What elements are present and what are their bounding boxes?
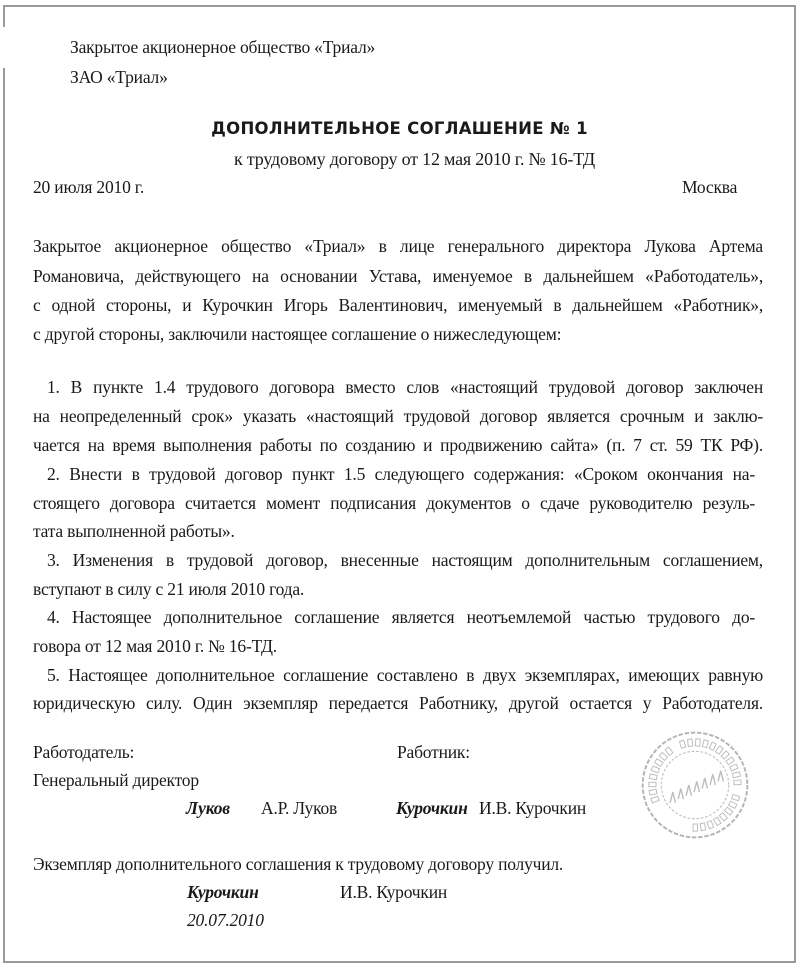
receipt-date: 20.07.2010 xyxy=(187,910,264,930)
clause-line: вступают в силу с 21 июля 2010 года. xyxy=(33,579,305,599)
stamp-ring-glyph xyxy=(700,823,706,831)
clause-line: чается на время выполнения работы по созданию и продвижению сайта» (п. 7 ст. 59 ТК РФ). xyxy=(33,435,763,455)
document-title: ДОПОЛНИТЕЛЬНОЕ СОГЛАШЕНИЕ № 1 xyxy=(211,119,588,138)
receipt-name: И.В. Курочкин xyxy=(340,882,448,902)
stamp-center-text xyxy=(670,771,723,803)
stamp-center-glyph xyxy=(718,771,723,782)
clause-line: 4. Настоящее дополнительное соглашение является неотъемлемой частью трудового до- xyxy=(47,607,755,627)
clause-line: на неопределенный срок» указать «настоящий трудовой договор является срочным и заклю- xyxy=(33,406,763,426)
stamp-ring-glyph xyxy=(695,739,700,746)
stamp-ring-glyph xyxy=(730,764,738,771)
stamp-ring-glyph xyxy=(665,747,673,755)
preamble-line: Романовича, действующего на основании Устава, именуемое в дальнейшем «Работодатель», xyxy=(33,266,763,286)
stamp-ring-glyph xyxy=(719,813,727,821)
document-city: Москва xyxy=(682,177,738,197)
clause-line: тата выполненной работы». xyxy=(33,521,235,541)
stamp-center-glyph xyxy=(670,792,675,803)
org-full-name: Закрытое акционерное общество «Триал» xyxy=(70,37,376,57)
stamp-ring-glyph xyxy=(734,780,741,785)
stamp-ring-glyph xyxy=(651,766,659,773)
stamp-ring-text xyxy=(649,739,741,831)
employee-signature: Курочкин xyxy=(396,798,468,818)
stamp-ring-glyph xyxy=(724,807,732,815)
stamp-ring-glyph xyxy=(732,794,740,800)
stamp-ring-glyph xyxy=(729,801,737,808)
stamp-ring-glyph xyxy=(655,759,663,767)
clause-line: 3. Изменения в трудовой договор, внесенные настоящим дополнительным соглашением, xyxy=(47,550,763,570)
clause-line: 1. В пункте 1.4 трудового договора вместо слов «настоящий трудовой договор заключен xyxy=(47,377,763,397)
preamble-line: Закрытое акционерное общество «Триал» в лице генерального директора Лукова Артема xyxy=(33,236,763,256)
employer-name: А.Р. Луков xyxy=(261,798,338,818)
stamp-ring-glyph xyxy=(732,772,740,778)
employee-name: И.В. Курочкин xyxy=(479,798,587,818)
stamp-ring-glyph xyxy=(702,740,708,748)
employer-signature: Луков xyxy=(186,798,230,818)
clause-line: 2. Внести в трудовой договор пункт 1.5 следующего содержания: «Сроком окончания на- xyxy=(47,464,755,484)
stamp-center-glyph xyxy=(678,789,683,800)
stamp-center-glyph xyxy=(686,785,691,796)
stamp-ring-glyph xyxy=(679,740,685,748)
stamp-center-glyph xyxy=(710,774,715,785)
receipt-text: Экземпляр дополнительного соглашения к трудовому договору получил. xyxy=(33,854,564,874)
stamp-ring-glyph xyxy=(649,789,657,795)
stamp-ring-glyph xyxy=(726,757,734,765)
document-date: 20 июля 2010 г. xyxy=(33,177,144,197)
preamble-line: с другой стороны, заключили настоящее соглашение о нижеследующем: xyxy=(33,324,562,344)
clause-line: говора от 12 мая 2010 г. № 16-ТД. xyxy=(33,636,277,656)
employee-label: Работник: xyxy=(397,742,470,762)
stamp-center-glyph xyxy=(702,778,707,789)
stamp-ring-glyph xyxy=(651,796,659,803)
page-border-left xyxy=(3,5,5,27)
stamp-ring-glyph xyxy=(659,752,667,760)
stamp-ring-glyph xyxy=(693,824,697,831)
stamp-ring-glyph xyxy=(707,821,714,829)
stamp-ring-glyph xyxy=(721,751,729,759)
clause-line: стоящего договора считается момент подписания документов о сдаче руководителю резуль- xyxy=(33,493,755,513)
employer-position: Генеральный директор xyxy=(33,770,199,790)
stamp-ring-glyph xyxy=(688,739,693,747)
preamble-line: с одной стороны, и Курочкин Игорь Валентинович, именуемый в дальнейшем «Работник», xyxy=(33,295,763,315)
stamp-ring-glyph xyxy=(649,782,656,787)
company-stamp xyxy=(640,730,750,840)
org-short-name: ЗАО «Триал» xyxy=(70,67,168,87)
clause-line: 5. Настоящее дополнительное соглашение составлено в двух экземплярах, имеющих равную xyxy=(47,665,763,685)
page-border-left-lower xyxy=(3,68,5,963)
stamp-ring-glyph xyxy=(709,742,716,750)
page-border-top xyxy=(3,5,796,7)
document-subtitle: к трудовому договору от 12 мая 2010 г. № 16-ТД xyxy=(234,149,595,169)
stamp-center-glyph xyxy=(694,781,699,792)
stamp-ring-glyph xyxy=(715,746,723,754)
stamp-ring-glyph xyxy=(713,817,720,825)
stamp-ring-glyph xyxy=(649,774,657,780)
employer-label: Работодатель: xyxy=(33,742,135,762)
receipt-signature: Курочкин xyxy=(187,882,259,902)
clause-line: юридическую силу. Один экземпляр передается Работнику, другой остается у Работодателя. xyxy=(33,693,763,713)
page-border-bottom xyxy=(3,961,796,963)
